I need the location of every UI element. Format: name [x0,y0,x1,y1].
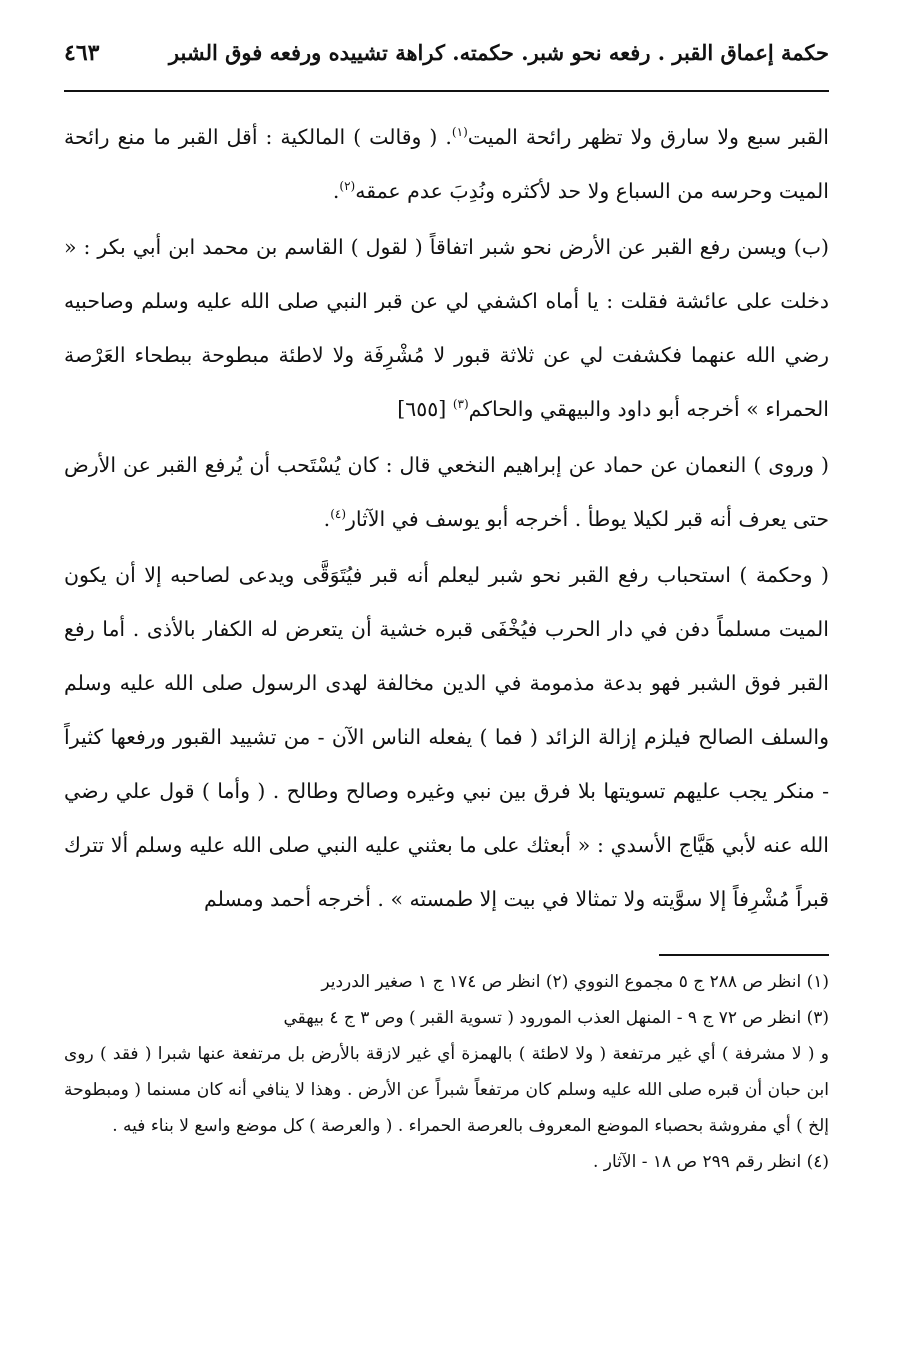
page-number: ٤٦٣ [64,40,100,66]
running-title: حكمة إعماق القبر . رفعه نحو شبر. حكمته. كراهة تشييده ورفعه فوق الشبر [168,40,829,65]
footnote-3-continued: و ( لا مشرفة ) أي غير مرتفعة ( ولا لاطئة ) بالهمزة أي غير لازقة بالأرض بل مرتفعة عنها شبرا ( فقد ) روى ابن حبان أن قبره صلى الله عليه وسلم كان مرتفعاً شبراً عن الأرض . وهذا لا ينافي أنه كان مسنما ( ومبطوحة إلخ ) أي مفروشة بحصباء الموضع المعروف بالعرصة الحمراء . ( والعرصة ) كل موضع واسع لا بناء فيه . [64,1044,829,1136]
footnote-3: (٣) انظر ص ٧٢ ج ٩ - المنهل العذب المورود ( تسوية القبر ) وص ٣ ج ٤ بيهقي [283,1008,829,1028]
footnote-ref-2: (٢) [339,179,356,194]
paragraph-3: ( وروى ) النعمان عن حماد عن إبراهيم النخعي قال : كان يُسْتَحب أن يُرفع القبر عن الأرض حتى يعرف أنه قبر لكيلا يوطأ . أخرجه أبو يوسف في الآثار$^{(٤)}$. [64,453,829,531]
running-header [64,40,829,86]
footnote-4: (٤) انظر رقم ٢٩٩ ص ١٨ - الآثار . [592,1152,829,1172]
footnote-ref-1: (١) [451,125,468,140]
paragraph-4: ( وحكمة ) استحباب رفع القبر نحو شبر ليعلم أنه قبر فيُتَوَقَّى ويدعى لصاحبه إلا أن يكون الميت مسلماً دفن في دار الحرب فيُخْفَى قبره خشية أن يتعرض له الكفار بالأذى . أما رفع القبر فوق الشبر فهو بدعة مذمومة في الدين مخالفة لهدى الرسول صلى الله عليه وسلم والسلف الصالح فيلزم إزالة الزائد ( فما ) يفعله الناس الآن - من تشييد القبور ورفعها كثيراً - منكر يجب عليهم تسويتها بلا فرق بين نبي وغيره وصالح وطالح . ( وأما ) قول علي رضي الله عنه لأبي هَيَّاج الأسدي : « أبعثك على ما بعثني عليه النبي صلى الله عليه وسلم ألا تترك قبراً مُشْرِفاً إلا سوَّيته ولا تمثالا في بيت إلا طمسته » . أخرجه أحمد ومسلم [64,563,829,911]
footnotes [64,964,829,1180]
header-rule [64,90,829,92]
hadith-number: [٦٥٥] [397,397,447,421]
footnote-1-2: (١) انظر ص ٢٨٨ ج ٥ مجموع النووي (٢) انظر ص ١٧٤ ج ١ صغير الدردير [321,972,829,992]
footnote-ref-4: (٤) [330,507,347,522]
footnote-rule [659,954,829,956]
paragraph-2: (ب) ويسن رفع القبر عن الأرض نحو شبر اتفاقاً ( لقول ) القاسم بن محمد ابن أبي بكر : « دخلت على عائشة فقلت : يا أماه اكشفي لي عن قبر النبي صلى الله عليه وسلم وصاحبيه رضي الله عنهما فكشفت لي عن ثلاثة قبور لا مُشْرِفَة ولا لاطئة مبطوحة ببطحاء العَرْصة الحمراء » أخرجه أبو داود والبيهقي والحاكم$^{(٣)}$ [٦٥٥] [64,220,829,436]
main-text [64,110,829,926]
footnote-ref-3: (٣) [452,397,469,412]
paragraph-1: القبر سبع ولا سارق ولا تظهر رائحة الميت$^{(١)}$. ( وقالت ) المالكية : أقل القبر ما منع رائحة الميت وحرسه من السباع ولا حد لأكثره ونُدِبَ عدم عمقه$^{(٢)}$. [64,125,829,203]
